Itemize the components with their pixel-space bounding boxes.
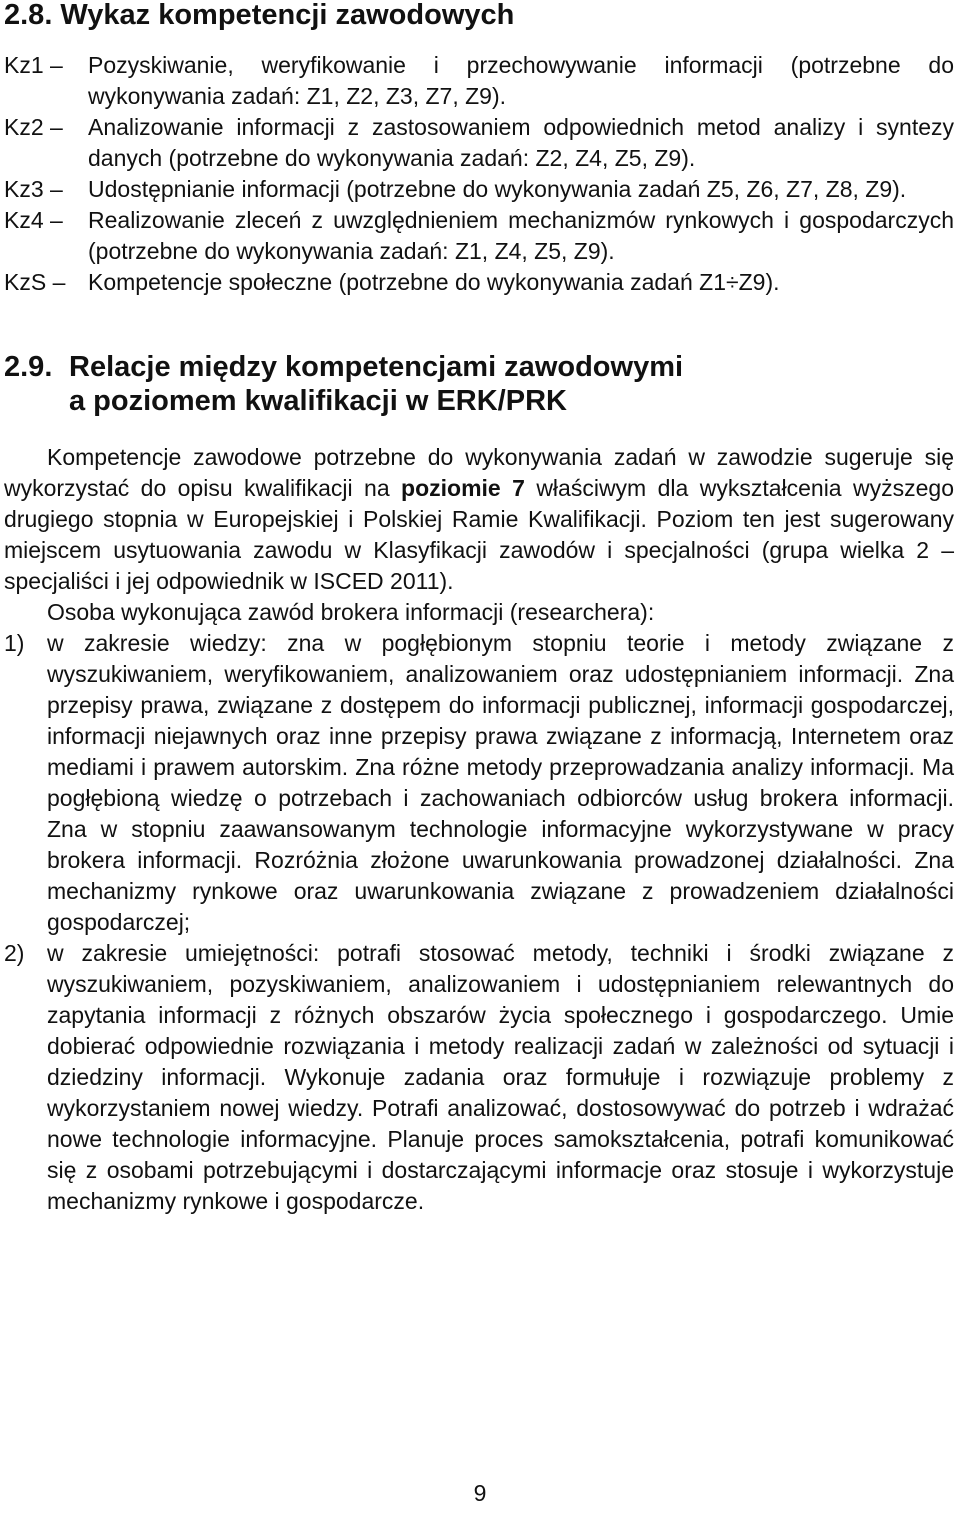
competency-item-kzs bbox=[4, 267, 954, 298]
competency-text: Pozyskiwanie, weryfikowanie i przechowywanie informacji (potrzebne do wykonywania zadań: Z1, Z2, Z3, Z7, Z9). bbox=[88, 52, 954, 109]
competency-item-kz2 bbox=[4, 112, 954, 174]
section-heading-2-8: 2.8. Wykaz kompetencji zawodowych bbox=[4, 0, 515, 31]
section-number: 2.9. bbox=[4, 351, 53, 383]
competency-item-kz4 bbox=[4, 205, 954, 267]
page-number: 9 bbox=[473, 1480, 487, 1506]
competency-text: Udostępnianie informacji (potrzebne do wykonywania zadań Z5, Z6, Z7, Z8, Z9). bbox=[88, 176, 907, 202]
competency-code: Kz1 – bbox=[4, 52, 63, 78]
section-heading-2-9 bbox=[4, 350, 944, 418]
competency-text: Analizowanie informacji z zastosowaniem odpowiednich metod analizy i syntezy danych (potrzebne do wykonywania zadań: Z2, Z4, Z5, Z9). bbox=[88, 114, 954, 171]
competency-code: KzS – bbox=[4, 269, 66, 295]
section-title-line1: Relacje między kompetencjami zawodowymi bbox=[69, 351, 684, 383]
list-item-knowledge bbox=[4, 628, 954, 938]
paragraph-bold-level: poziomie 7 bbox=[401, 475, 525, 501]
list-number: 2) bbox=[4, 940, 25, 966]
competency-code: Kz2 – bbox=[4, 114, 63, 140]
competency-text: Realizowanie zleceń z uwzględnieniem mechanizmów rynkowych i gospodarczych (potrzebne do wykonywania zadań: Z1, Z4, Z5, Z9). bbox=[88, 207, 954, 264]
competency-code: Kz4 – bbox=[4, 207, 63, 233]
section-title-line2: a poziomem kwalifikacji w ERK/PRK bbox=[69, 385, 567, 417]
list-number: 1) bbox=[4, 630, 25, 656]
paragraph-level-7 bbox=[4, 442, 954, 597]
paragraph-intro: Osoba wykonująca zawód brokera informacji (researchera): bbox=[47, 599, 655, 625]
competency-text: Kompetencje społeczne (potrzebne do wykonywania zadań Z1÷Z9). bbox=[88, 269, 780, 295]
list-text: w zakresie umiejętności: potrafi stosować metody, techniki i środki związane z wyszukiwaniem, pozyskiwaniem, analizowaniem i udostępnianiem relewantnych do zapytania informacji z różnych obszarów życia społecznego i gospodarczego. Umie dobierać odpowiednie rozwiązania i metody realizacji zadań w zależności od sytuacji i dziedziny informacji. Wykonuje zadania oraz formułuje i rozwiązuje problemy z wykorzystaniem nowej wiedzy. Potrafi analizować, dostosowywać do potrzeb i wdrażać nowe technologie informacyjne. Planuje proces samokształcenia, potrafi komunikować się z osobami potrzebującymi i dostarczającymi informacje oraz stosuje i wykorzystuje mechanizmy rynkowe i gospodarcze. bbox=[47, 940, 954, 1214]
competency-list bbox=[4, 50, 954, 298]
competency-code: Kz3 – bbox=[4, 176, 63, 202]
list-item-skills bbox=[4, 938, 954, 1217]
section-body bbox=[4, 442, 954, 1217]
paragraph-text: właściwym dla wykształcenia wyższego drugiego stopnia w Europejskiej i Polskiej Ramie Kwalifikacji. Poziom ten jest sugerowany miejscem usytuowania zawodu w Klasyfikacji zawodów i specjalności (grupa wielka 2 – specjaliści i jej odpowiednik w ISCED 2011). bbox=[4, 475, 954, 594]
list-text: w zakresie wiedzy: zna w pogłębionym stopniu teorie i metody związane z wyszukiwaniem, weryfikowaniem, analizowaniem oraz udostępnianiem informacji. Zna przepisy prawa, związane z dostępem do informacji publicznej, informacji gospodarczej, informacji niejawnych oraz inne przepisy prawa związane z informacją, Internetem oraz mediami i prawem autorskim. Zna różne metody przeprowadzania analizy informacji. Ma pogłębioną wiedzę o potrzebach i zachowaniach odbiorców usług brokera informacji. Zna w stopniu zaawansowanym technologie informacyjne wykorzystywane w pracy brokera informacji. Rozróżnia złożone uwarunkowania prowadzonej działalności. Zna mechanizmy rynkowe oraz uwarunkowania związane z prowadzeniem działalności gospodarczej; bbox=[47, 630, 954, 935]
competency-item-kz3 bbox=[4, 174, 954, 205]
paragraph-text: Kompetencje zawodowe potrzebne do wykonywania zadań w zawodzie sugeruje się wykorzystać do opisu kwalifikacji na bbox=[4, 444, 954, 501]
competency-item-kz1 bbox=[4, 50, 954, 112]
